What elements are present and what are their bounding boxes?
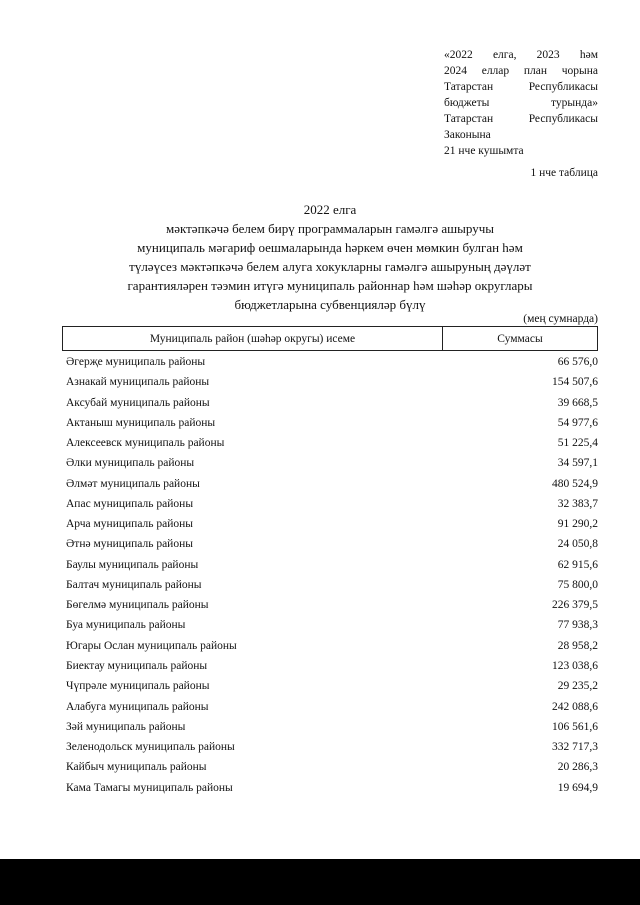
subvention-sum: 28 958,2 xyxy=(557,639,598,652)
subvention-sum: 54 977,6 xyxy=(557,416,598,429)
municipality-name: Алексеевск муниципаль районы xyxy=(66,437,225,450)
table-body xyxy=(66,352,598,798)
table-row xyxy=(66,453,598,473)
municipality-name: Балтач муниципаль районы xyxy=(66,578,202,591)
subvention-sum: 24 050,8 xyxy=(557,538,598,551)
column-header-name: Муниципаль район (шәһәр округы) исеме xyxy=(63,327,443,350)
table-row xyxy=(66,636,598,656)
title-line: муниципаль мәгариф оешмаларында һәркем өчен мөмкин булган һәм xyxy=(137,240,523,255)
subvention-sum: 91 290,2 xyxy=(557,518,598,531)
annex-line: «2022 елга, 2023 һәм xyxy=(444,49,598,61)
table-row xyxy=(66,372,598,392)
municipality-name: Алабуга муниципаль районы xyxy=(66,700,209,713)
table-row xyxy=(66,615,598,635)
table-header xyxy=(62,326,598,351)
subvention-sum: 332 717,3 xyxy=(552,741,598,754)
table-row xyxy=(66,697,598,717)
subvention-sum: 226 379,5 xyxy=(552,599,598,612)
column-header-sum: Суммасы xyxy=(497,332,543,345)
municipality-name: Буа муниципаль районы xyxy=(66,619,186,632)
subvention-sum: 20 286,3 xyxy=(557,761,598,774)
title-line: мәктәпкәчә белем бирү программаларын гамәлгә ашыручы xyxy=(165,221,495,236)
table-row xyxy=(66,555,598,575)
annex-reference xyxy=(444,47,598,159)
table-row xyxy=(66,393,598,413)
document-title xyxy=(60,200,600,314)
municipality-name: Әлки муниципаль районы xyxy=(66,457,195,470)
municipality-name: Арча муниципаль районы xyxy=(66,518,194,531)
municipality-name: Чүпрәле муниципаль районы xyxy=(66,680,210,693)
annex-line: Татарстан Республикасы xyxy=(444,81,598,93)
municipality-name: Кама Тамагы муниципаль районы xyxy=(66,781,233,794)
subvention-sum: 123 038,6 xyxy=(552,659,598,672)
table-row xyxy=(66,778,598,798)
table-row xyxy=(66,534,598,554)
municipality-name: Азнакай муниципаль районы xyxy=(66,376,210,389)
municipality-name: Югары Ослан муниципаль районы xyxy=(66,639,237,652)
municipality-name: Баулы муниципаль районы xyxy=(66,558,199,571)
annex-line: бюджеты турында» xyxy=(444,97,598,109)
subvention-sum: 19 694,9 xyxy=(557,781,598,794)
municipality-name: Актаныш муниципаль районы xyxy=(66,416,216,429)
table-row xyxy=(66,676,598,696)
table-row xyxy=(66,737,598,757)
table-row xyxy=(66,575,598,595)
subvention-sum: 39 668,5 xyxy=(557,396,598,409)
subvention-sum: 51 225,4 xyxy=(557,437,598,450)
subvention-sum: 32 383,7 xyxy=(557,497,598,510)
municipality-name: Кайбыч муниципаль районы xyxy=(66,761,207,774)
table-row xyxy=(66,474,598,494)
municipality-name: Әлмәт муниципаль районы xyxy=(66,477,200,490)
table-row xyxy=(66,757,598,777)
table-row xyxy=(66,413,598,433)
title-year: 2022 елга xyxy=(303,202,357,217)
units-note: (мең сумнарда) xyxy=(523,313,598,325)
table-row xyxy=(66,717,598,737)
subvention-sum: 66 576,0 xyxy=(557,356,598,368)
annex-line: 21 нче кушымта xyxy=(444,145,524,157)
title-line: түләүсез мәктәпкәчә белем алуга хокукларны гамәлгә ашыруның дәүләт xyxy=(129,259,531,274)
municipality-name: Зәй муниципаль районы xyxy=(66,720,186,733)
subvention-sum: 62 915,6 xyxy=(557,558,598,571)
annex-line: Татарстан Республикасы xyxy=(444,113,598,125)
subvention-sum: 75 800,0 xyxy=(557,578,598,591)
table-row xyxy=(66,514,598,534)
municipality-name: Апас муниципаль районы xyxy=(66,497,194,510)
municipality-name: Зеленодольск муниципаль районы xyxy=(66,741,235,754)
annex-line: 2024 еллар план чорына xyxy=(444,65,598,77)
table-row xyxy=(66,494,598,514)
subvention-sum: 29 235,2 xyxy=(557,680,598,693)
subvention-sum: 480 524,9 xyxy=(552,477,598,490)
table-row xyxy=(66,595,598,615)
scan-edge-bar xyxy=(0,859,640,905)
subvention-sum: 154 507,6 xyxy=(552,376,598,389)
municipality-name: Биектау муниципаль районы xyxy=(66,659,208,672)
municipality-name: Әтнә муниципаль районы xyxy=(66,538,193,551)
table-number: 1 нче таблица xyxy=(530,167,598,179)
annex-line: Законына xyxy=(444,129,491,141)
subvention-sum: 242 088,6 xyxy=(552,700,598,713)
municipality-name: Бөгелмә муниципаль районы xyxy=(66,599,209,612)
title-line: бюджетларына субвенцияләр бүлү xyxy=(234,297,426,312)
subvention-sum: 106 561,6 xyxy=(552,720,598,733)
title-line: гарантияләрен тәэмин итүгә муниципаль районнар һәм шәһәр округлары xyxy=(127,278,533,293)
subvention-sum: 34 597,1 xyxy=(557,457,598,470)
municipality-name: Әгерҗе муниципаль районы xyxy=(66,356,206,368)
table-row xyxy=(66,433,598,453)
municipality-name: Аксубай муниципаль районы xyxy=(66,396,210,409)
subvention-sum: 77 938,3 xyxy=(557,619,598,632)
table-row xyxy=(66,352,598,372)
table-row xyxy=(66,656,598,676)
